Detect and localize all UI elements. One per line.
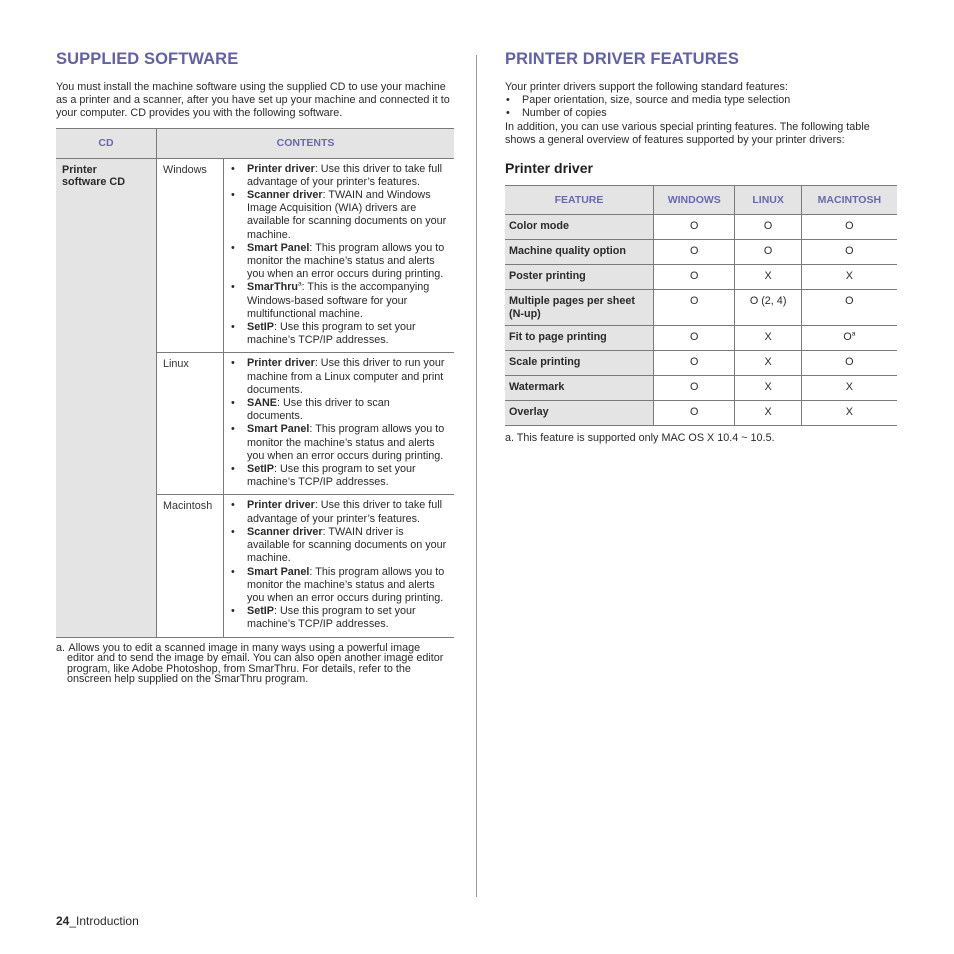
- section-intro: You must install the machine software using the supplied CD to use your machine as a printer and a scanner, after you have set up your machine and connected it to your computer. CD provides you with the following software.: [56, 81, 450, 120]
- windows-value: O: [654, 401, 735, 426]
- header-contents: CONTENTS: [157, 128, 455, 158]
- software-list: [230, 163, 448, 348]
- windows-value: O: [654, 265, 735, 290]
- footnote-label: a.: [56, 641, 66, 654]
- table-row: [505, 290, 897, 326]
- linux-value: X: [735, 351, 801, 376]
- standard-features-list: [505, 94, 897, 120]
- header-cd: CD: [56, 128, 157, 158]
- feature-name: Scale printing: [505, 351, 654, 376]
- software-footnote: [56, 643, 454, 685]
- printer-driver-subheading: Printer driver: [505, 160, 593, 177]
- header-feature: FEATURE: [505, 186, 654, 215]
- software-list: [230, 499, 448, 631]
- list-item: • Smart Panel: This program allows you to monitor the machine’s status and alerts you when an error occurs during printing.: [230, 242, 448, 282]
- mac-value: X: [801, 265, 897, 290]
- mac-value: O: [801, 351, 897, 376]
- mac-value: O: [801, 240, 897, 265]
- page-number: 24: [56, 914, 70, 928]
- cd-label-line1: Printer: [62, 163, 97, 176]
- list-item: • Paper orientation, size, source and media type selection: [505, 94, 897, 107]
- column-divider: [476, 55, 477, 897]
- windows-value: O: [654, 290, 735, 326]
- windows-value: O: [654, 376, 735, 401]
- list-item: • Number of copies: [505, 107, 897, 120]
- linux-value: X: [735, 326, 801, 351]
- features-intro2: In addition, you can use various special printing features. The following table shows a general overview of features supported by your printer drivers:: [505, 120, 870, 146]
- footnote-marker: a: [851, 330, 856, 338]
- supplied-software-section: [56, 50, 454, 685]
- cd-label-cell: [56, 158, 157, 637]
- mac-value: O: [801, 290, 897, 326]
- header-macintosh: MACINTOSH: [801, 186, 897, 215]
- footer-section: _Introduction: [69, 914, 139, 928]
- feature-name: Multiple pages per sheet (N-up): [505, 290, 654, 326]
- feature-name: Overlay: [505, 401, 654, 426]
- header-linux: LINUX: [735, 186, 801, 215]
- header-windows: WINDOWS: [654, 186, 735, 215]
- software-list: [230, 357, 448, 489]
- table-row: [505, 351, 897, 376]
- list-item: • Scanner driver: TWAIN driver is available for scanning documents on your machine.: [230, 526, 448, 566]
- linux-items: [224, 353, 455, 495]
- windows-items: [224, 158, 455, 353]
- os-linux: Linux: [157, 353, 224, 495]
- windows-value: O: [654, 240, 735, 265]
- mac-value: O: [801, 215, 897, 240]
- table-row: [505, 326, 897, 351]
- feature-name: Watermark: [505, 376, 654, 401]
- features-table: [505, 185, 897, 426]
- footnote-line1: Allows you to edit a scanned image in many ways using a powerful image: [68, 641, 421, 654]
- list-item: • Smart Panel: This program allows you to monitor the machine’s status and alerts you when an error occurs during printing.: [230, 566, 448, 606]
- feature-name: Fit to page printing: [505, 326, 654, 351]
- feature-name: Poster printing: [505, 265, 654, 290]
- list-item: • SetIP: Use this program to set your machine’s TCP/IP addresses.: [230, 605, 448, 631]
- list-item: • SetIP: Use this program to set your machine’s TCP/IP addresses.: [230, 321, 448, 347]
- table-row: [505, 240, 897, 265]
- page-footer: [56, 914, 139, 928]
- table-header-row: [505, 186, 897, 215]
- section-title: SUPPLIED SOFTWARE: [56, 50, 239, 68]
- windows-value: O: [654, 326, 735, 351]
- linux-value: O: [735, 240, 801, 265]
- list-item: • Printer driver: Use this driver to run your machine from a Linux computer and print documents.: [230, 357, 448, 397]
- os-macintosh: Macintosh: [157, 495, 224, 637]
- list-item: • SmarThru$^a$: This is the accompanying Windows-based software for your multifunctional machine.: [230, 281, 448, 321]
- list-item: • Scanner driver: TWAIN and Windows Image Acquisition (WIA) drivers are available for scanning documents on your machine.: [230, 189, 448, 242]
- table-row: [505, 401, 897, 426]
- features-footnote: a. This feature is supported only MAC OS X 10.4 ~ 10.5.: [505, 432, 775, 445]
- feature-name: Color mode: [505, 215, 654, 240]
- windows-value: O: [654, 215, 735, 240]
- mac-value: X: [801, 376, 897, 401]
- list-item: • Printer driver: Use this driver to take full advantage of your printer’s features.: [230, 163, 448, 189]
- cd-label-line2: software CD: [62, 176, 125, 189]
- table-row: [505, 215, 897, 240]
- software-table: [56, 128, 454, 638]
- linux-value: X: [735, 376, 801, 401]
- macintosh-items: [224, 495, 455, 637]
- windows-value: O: [654, 351, 735, 376]
- table-row: [56, 158, 454, 353]
- table-header-row: [56, 128, 454, 158]
- linux-value: X: [735, 401, 801, 426]
- mac-value: $O^a$: [801, 326, 897, 351]
- list-item: • Printer driver: Use this driver to take full advantage of your printer’s features.: [230, 499, 448, 525]
- list-item: • Smart Panel: This program allows you to monitor the machine’s status and alerts you when an error occurs during printing.: [230, 423, 448, 463]
- list-item: • SetIP: Use this program to set your machine’s TCP/IP addresses.: [230, 463, 448, 489]
- footnote-rest: editor and to send the image by email. You can also open another image editor program, like Adobe Photoshop, from SmarThru. For details, refer to the onscreen help supplied on the SmarThru program.: [67, 652, 444, 686]
- table-row: [505, 265, 897, 290]
- list-item: • SANE: Use this driver to scan documents.: [230, 397, 448, 423]
- linux-value: O (2, 4): [735, 290, 801, 326]
- features-intro: Your printer drivers support the following standard features:: [505, 81, 788, 93]
- section-title: PRINTER DRIVER FEATURES: [505, 50, 739, 68]
- printer-driver-features-section: [505, 50, 897, 444]
- linux-value: X: [735, 265, 801, 290]
- table-row: [505, 376, 897, 401]
- os-windows: Windows: [157, 158, 224, 353]
- linux-value: O: [735, 215, 801, 240]
- feature-name: Machine quality option: [505, 240, 654, 265]
- mac-value: X: [801, 401, 897, 426]
